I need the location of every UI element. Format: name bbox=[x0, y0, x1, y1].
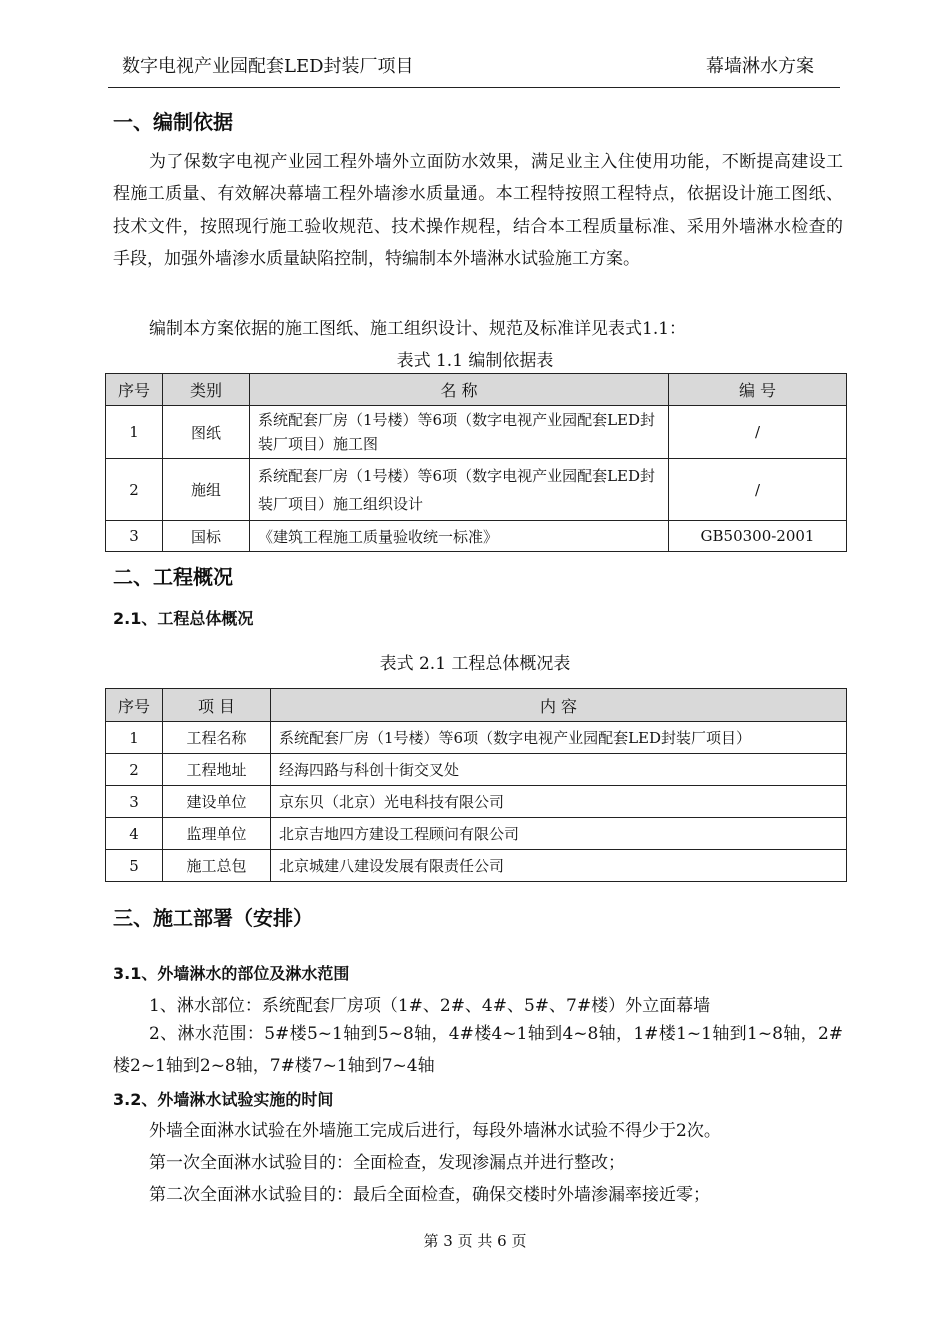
header-project-name: 数字电视产业园配套LED封装厂项目 bbox=[122, 56, 414, 77]
header-doc-title: 幕墙淋水方案 bbox=[706, 56, 814, 77]
col-header-code: 编 号 bbox=[669, 374, 847, 406]
table-row bbox=[106, 406, 847, 459]
table-row bbox=[106, 786, 847, 818]
table-row bbox=[106, 850, 847, 882]
cell-no: 4 bbox=[106, 818, 163, 850]
col-header-no: 序号 bbox=[106, 689, 163, 722]
cell-no: 5 bbox=[106, 850, 163, 882]
section1-table-intro: 编制本方案依据的施工图纸、施工组织设计、规范及标准详见表式1.1： bbox=[149, 319, 687, 339]
cell-code: / bbox=[669, 459, 847, 521]
cell-code: GB50300-2001 bbox=[669, 521, 847, 552]
section2-subtitle: 2.1、工程总体概况 bbox=[113, 609, 254, 628]
table-row bbox=[106, 754, 847, 786]
cell-no: 3 bbox=[106, 521, 163, 552]
table-header-row bbox=[106, 689, 847, 722]
page-number: 第 3 页 共 6 页 bbox=[423, 1232, 527, 1250]
cell-no: 1 bbox=[106, 406, 163, 459]
cell-category: 国标 bbox=[163, 521, 250, 552]
cell-no: 1 bbox=[106, 722, 163, 754]
test-timing-text: 外墙全面淋水试验在外墙施工完成后进行，每段外墙淋水试验不得少于2次。 bbox=[149, 1121, 721, 1141]
section3-title: 三、施工部署（安排） bbox=[113, 906, 313, 930]
page-header bbox=[108, 48, 840, 88]
cell-content: 北京吉地四方建设工程顾问有限公司 bbox=[271, 818, 847, 850]
table-row bbox=[106, 722, 847, 754]
cell-item: 工程名称 bbox=[163, 722, 271, 754]
table-row bbox=[106, 521, 847, 552]
cell-item: 施工总包 bbox=[163, 850, 271, 882]
basis-table bbox=[105, 373, 847, 552]
overview-table bbox=[105, 688, 847, 882]
table-row bbox=[106, 459, 847, 521]
cell-code: / bbox=[669, 406, 847, 459]
col-header-no: 序号 bbox=[106, 374, 163, 406]
section2-title: 二、工程概况 bbox=[113, 565, 233, 589]
cell-content: 经海四路与科创十街交叉处 bbox=[271, 754, 847, 786]
section1-title: 一、编制依据 bbox=[113, 110, 233, 134]
cell-name: 系统配套厂房（1号楼）等6项（数字电视产业园配套LED封装厂项目）施工组织设计 bbox=[250, 459, 669, 521]
col-header-content: 内 容 bbox=[271, 689, 847, 722]
col-header-category: 类别 bbox=[163, 374, 250, 406]
cell-content: 北京城建八建设发展有限责任公司 bbox=[271, 850, 847, 882]
cell-category: 施组 bbox=[163, 459, 250, 521]
table-header-row bbox=[106, 374, 847, 406]
cell-content: 系统配套厂房（1号楼）等6项（数字电视产业园配套LED封装厂项目） bbox=[271, 722, 847, 754]
cell-content: 京东贝（北京）光电科技有限公司 bbox=[271, 786, 847, 818]
cell-name: 系统配套厂房（1号楼）等6项（数字电视产业园配套LED封装厂项目）施工图 bbox=[250, 406, 669, 459]
table-row bbox=[106, 818, 847, 850]
section1-paragraph: 为了保数字电视产业园工程外墙外立面防水效果，满足业主入住使用功能，不断提高建设工程施工质量、有效解决幕墙工程外墙渗水质量通。本工程特按照工程特点，依据设计施工图纸、技术文件，按照现行施工验收规范、技术操作规程，结合本工程质量标准、采用外墙淋水检查的手段，加强外墙渗水质量缺陷控制，特编制本外墙淋水试验施工方案。 bbox=[113, 152, 843, 270]
col-header-item: 项 目 bbox=[163, 689, 271, 722]
cell-category: 图纸 bbox=[163, 406, 250, 459]
spray-location: 1、淋水部位：系统配套厂房项（1#、2#、4#、5#、7#楼）外立面幕墙 bbox=[149, 996, 711, 1016]
first-test-purpose: 第一次全面淋水试验目的：全面检查，发现渗漏点并进行整改； bbox=[149, 1153, 625, 1173]
cell-no: 2 bbox=[106, 459, 163, 521]
cell-item: 监理单位 bbox=[163, 818, 271, 850]
header-rule bbox=[108, 87, 840, 88]
table2-caption: 表式 2.1 工程总体概况表 bbox=[379, 654, 571, 674]
cell-item: 工程地址 bbox=[163, 754, 271, 786]
spray-range: 2、淋水范围：5#楼5~1轴到5~8轴，4#楼4~1轴到4~8轴，1#楼1~1轴到1~8轴，2#楼2~1轴到2~8轴，7#楼7~1轴到7~4轴 bbox=[113, 1024, 843, 1077]
second-test-purpose: 第二次全面淋水试验目的：最后全面检查，确保交楼时外墙渗漏率接近零； bbox=[149, 1185, 710, 1205]
col-header-name: 名 称 bbox=[250, 374, 669, 406]
cell-no: 3 bbox=[106, 786, 163, 818]
cell-no: 2 bbox=[106, 754, 163, 786]
cell-name: 《建筑工程施工质量验收统一标准》 bbox=[250, 521, 669, 552]
cell-item: 建设单位 bbox=[163, 786, 271, 818]
section3-sub2: 3.2、外墙淋水试验实施的时间 bbox=[113, 1090, 334, 1109]
table1-caption: 表式 1.1 编制依据表 bbox=[396, 351, 554, 371]
section3-sub1: 3.1、外墙淋水的部位及淋水范围 bbox=[113, 964, 350, 983]
